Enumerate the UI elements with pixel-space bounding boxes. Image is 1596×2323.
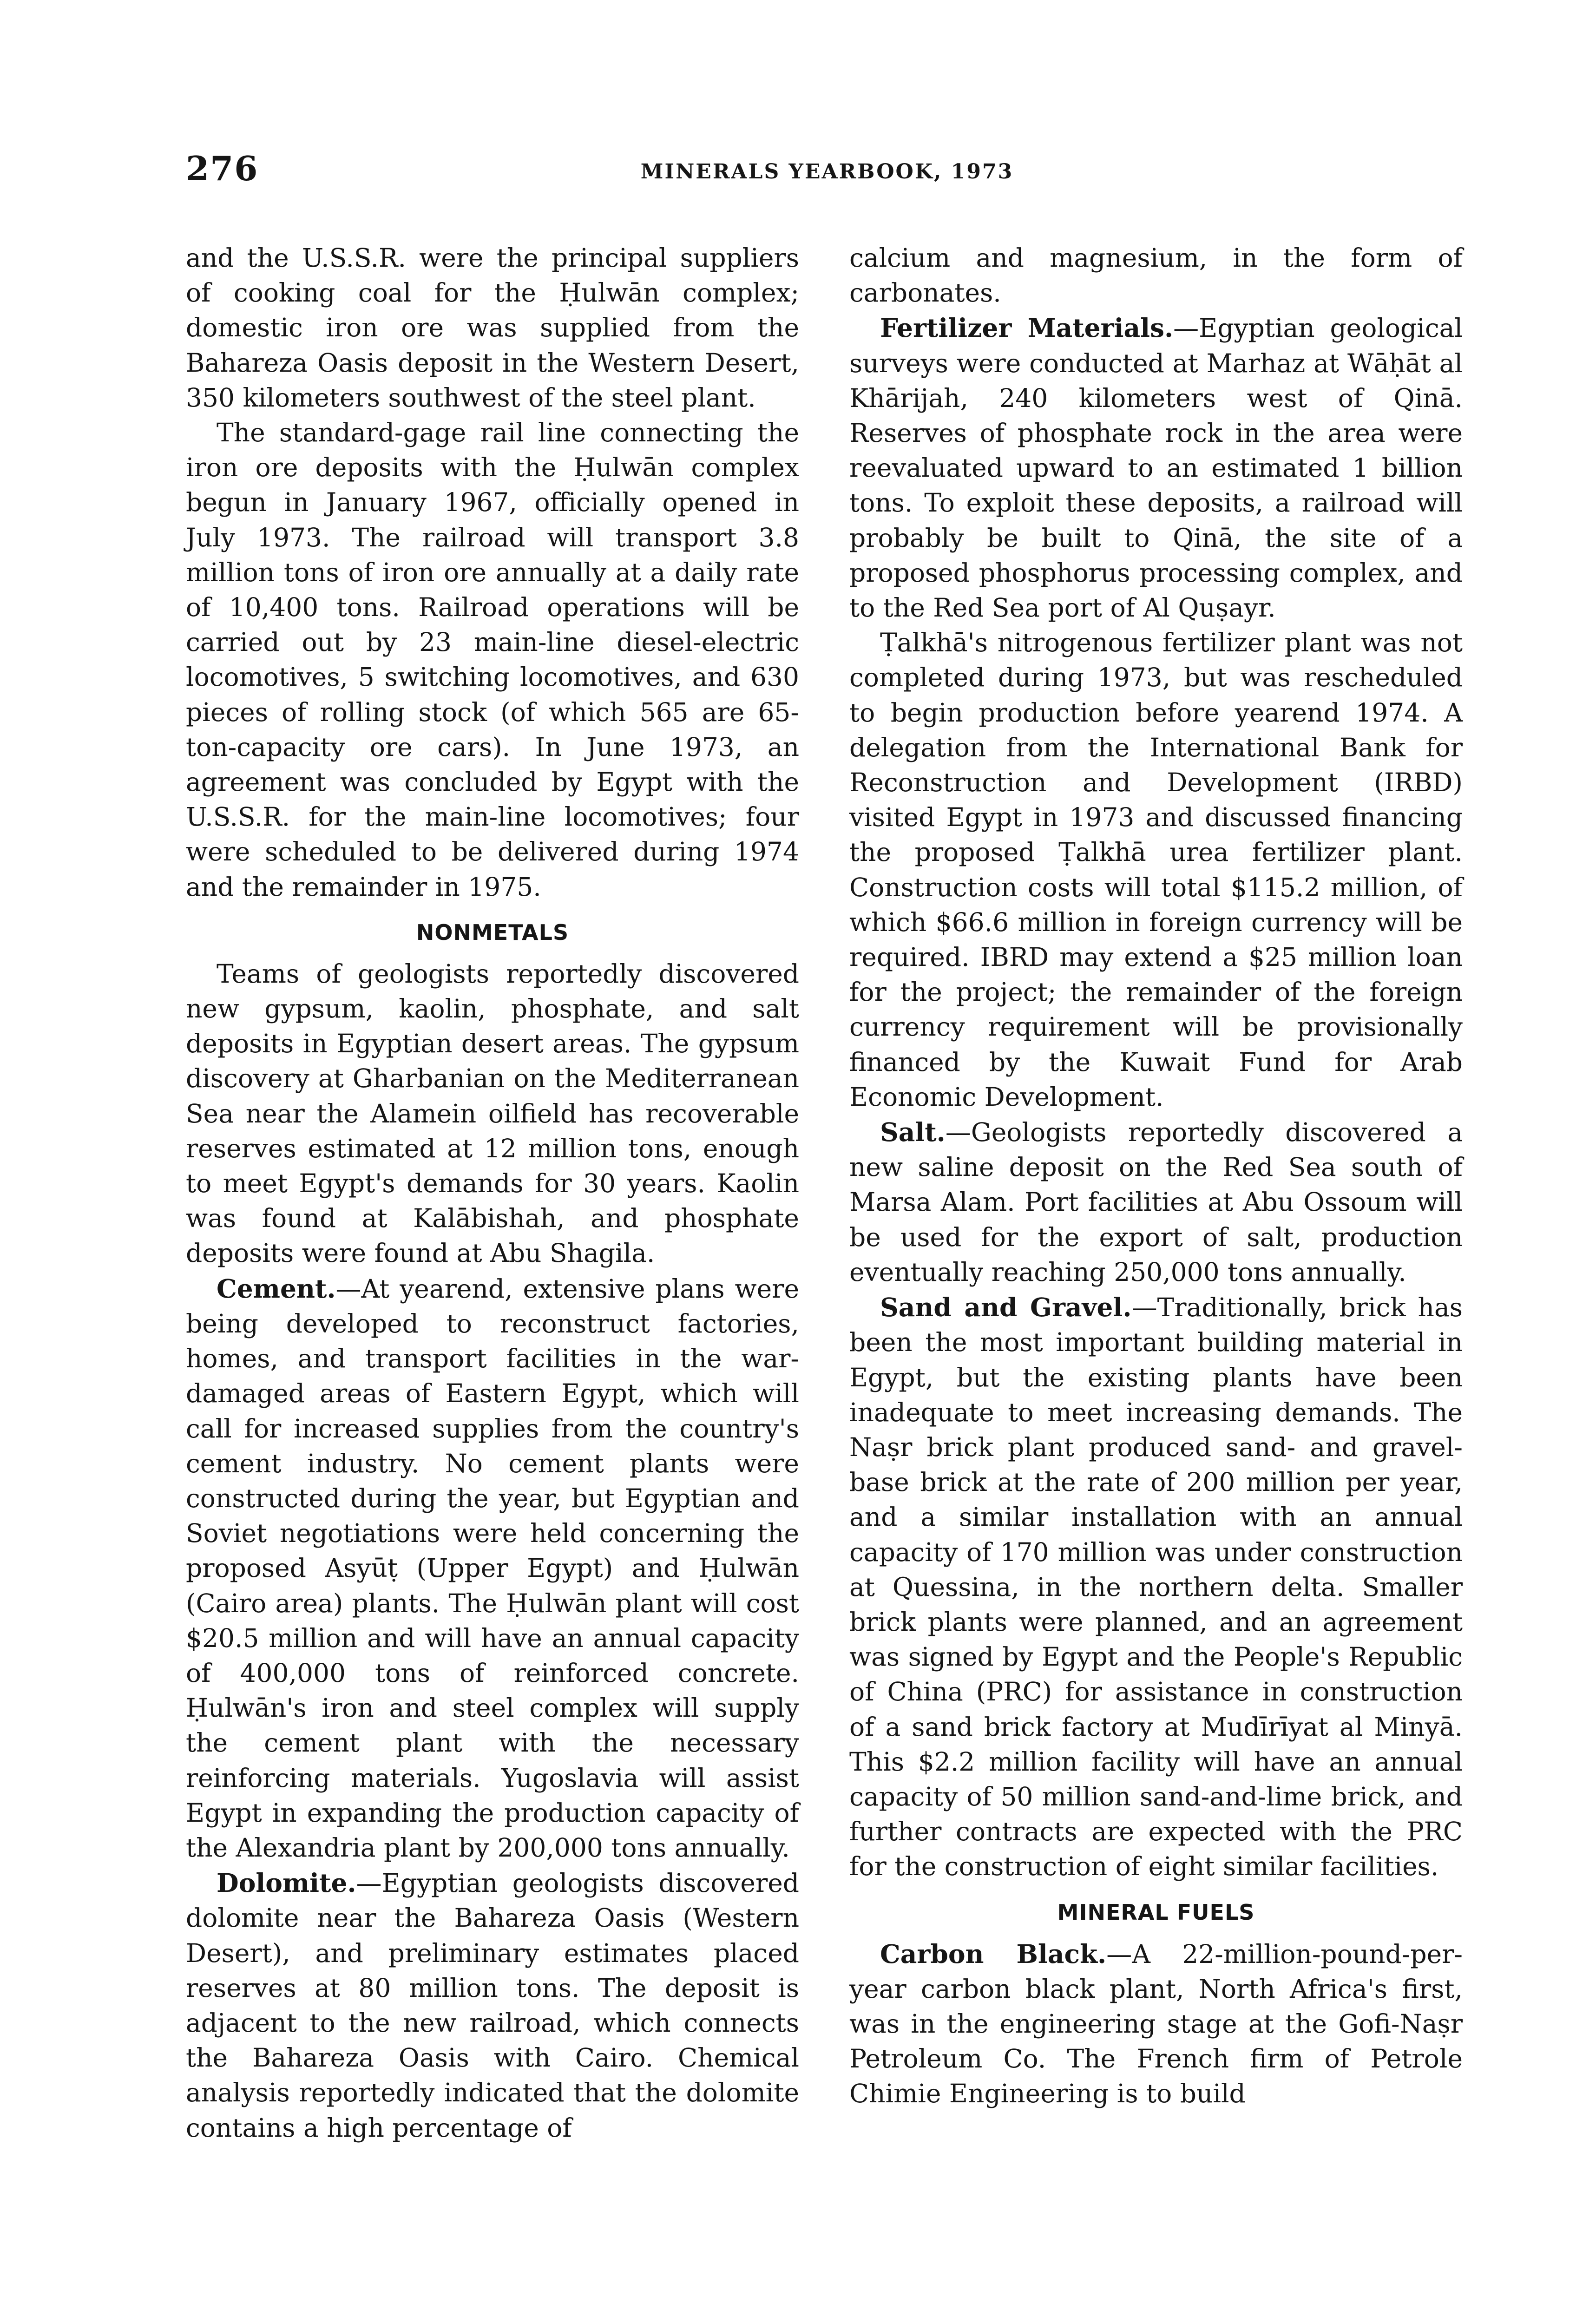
- paragraph-text: —Egyptian geologists discovered dolomite near the Bahareza Oasis (Western Desert), and preliminary estimates placed reserves at 80 million tons. The deposit is adjacent to the new railroad, which connects the Bahareza Oasis with Cairo. Chemical analysis reportedly indicated that the dolomite contains a high percentage of: [186, 1868, 799, 2143]
- run-in-heading: Sand and Gravel.: [880, 1292, 1132, 1323]
- paragraph-text: —Geologists reportedly discovered a new saline deposit on the Red Sea south of Marsa Alam. Port facilities at Abu Ossoum will be used for the export of salt, production eventually reaching 250,000 tons annually.: [849, 1117, 1463, 1287]
- section-heading-nonmetals: NONMETALS: [416, 919, 569, 945]
- paragraph: The standard-gage rail line connecting the iron ore deposits with the Ḥulwān complex begun in January 1967, officially opened in July 1973. The railroad will transport 3.8 million tons of iron ore annually at a daily rate of 10,400 tons. Railroad operations will be carried out by 23 main-line diesel-electric locomotives, 5 switching locomotives, and 630 pieces of rolling stock (of which 565 are 65-ton-capacity ore cars). In June 1973, an agreement was concluded by Egypt with the U.S.S.R. for the main-line locomotives; four were scheduled to be delivered during 1974 and the remainder in 1975.: [186, 418, 799, 902]
- page-header: [186, 148, 1468, 190]
- paragraph-text: —Egyptian geological surveys were conducted at Marhaz at Wāḥāt al Khārijah, 240 kilometers west of Qinā. Reserves of phosphate rock in the area were reevaluated upward to an estimated 1 billion tons. To exploit these deposits, a railroad will probably be built to Qinā, the site of a proposed phosphorus processing complex, and to the Red Sea port of Al Quṣayr.: [849, 313, 1463, 623]
- paragraph: Ṭalkhā's nitrogenous fertilizer plant was not completed during 1973, but was rescheduled to begin production before yearend 1974. A delegation from the International Bank for Reconstruction and Development (IRBD) visited Egypt in 1973 and discussed financing the proposed Ṭalkhā urea fertilizer plant. Construction costs will total $115.2 million, of which $66.6 million in foreign currency will be required. IBRD may extend a $25 million loan for the project; the remainder of the foreign currency requirement will be provisionally financed by the Kuwait Fund for Arab Economic Development.: [849, 628, 1463, 1112]
- paragraph-sand-gravel: [849, 1290, 1463, 1884]
- paragraph-carbon-black: [849, 1936, 1463, 2112]
- left-column: [186, 241, 799, 2146]
- run-in-heading: Cement.: [217, 1273, 336, 1304]
- run-in-heading: Fertilizer Materials.: [880, 313, 1174, 343]
- running-head: MINERALS YEARBOOK, 1973: [640, 160, 1014, 184]
- paragraph: calcium and magnesium, in the form of carbonates.: [849, 243, 1463, 308]
- paragraph: Teams of geologists reportedly discovered new gypsum, kaolin, phosphate, and salt deposits in Egyptian desert areas. The gypsum discovery at Gharbanian on the Mediterranean Sea near the Alamein oilfield has recoverable reserves estimated at 12 million tons, enough to meet Egypt's demands for 30 years. Kaolin was found at Kalābishah, and phosphate deposits were found at Abu Shagila.: [186, 958, 799, 1268]
- paragraph-text: —Traditionally, brick has been the most important building material in Egypt, but the existing plants have been inadequate to meet increasing demands. The Naṣr brick plant produced sand- and gravel-base brick at the rate of 200 million per year, and a similar installation with an annual capacity of 170 million was under construction at Quessina, in the northern delta. Smaller brick plants were planned, and an agreement was signed by Egypt and the People's Republic of China (PRC) for assistance in construction of a sand brick factory at Mudīrīyat al Minyā. This $2.2 million facility will have an annual capacity of 50 million sand-and-lime brick, and further contracts are expected with the PRC for the construction of eight similar facilities.: [849, 1293, 1463, 1882]
- paragraph: and the U.S.S.R. were the principal suppliers of cooking coal for the Ḥulwān complex; domestic iron ore was supplied from the Bahareza Oasis deposit in the Western Desert, 350 kilometers southwest of the steel plant.: [186, 243, 799, 413]
- paragraph-text: —At yearend, extensive plans were being developed to reconstruct factories, homes, and transport facilities in the war-damaged areas of Eastern Egypt, which will call for increased supplies from the country's cement industry. No cement plants were constructed during the year, but Egyptian and Soviet negotiations were held concerning the proposed Asyūṭ (Upper Egypt) and Ḥulwān (Cairo area) plants. The Ḥulwān plant will cost $20.5 million and will have an annual capacity of 400,000 tons of reinforced concrete. Ḥulwān's iron and steel complex will supply the cement plant with the necessary reinforcing materials. Yugoslavia will assist Egypt in expanding the production capacity of the Alexandria plant by 200,000 tons annually.: [186, 1273, 799, 1863]
- run-in-heading: Dolomite.: [217, 1868, 356, 1898]
- paragraph-dolomite: [186, 1865, 799, 2146]
- paragraph-text: —A 22-million-pound-per-year carbon black plant, North Africa's first, was in the engineering stage at the Gofi-Naṣr Petroleum Co. The French firm of Petrole Chimie Engineering is to build: [849, 1939, 1463, 2109]
- paragraph-salt: [849, 1115, 1463, 1290]
- run-in-heading: Carbon Black.: [880, 1938, 1107, 1969]
- section-heading-mineral-fuels: MINERAL FUELS: [1057, 1899, 1255, 1925]
- paragraph-fertilizer: [849, 310, 1463, 625]
- paragraph-cement: [186, 1271, 799, 1865]
- right-column: [849, 241, 1463, 2112]
- page-number: 276: [186, 149, 259, 188]
- run-in-heading: Salt.: [880, 1117, 946, 1148]
